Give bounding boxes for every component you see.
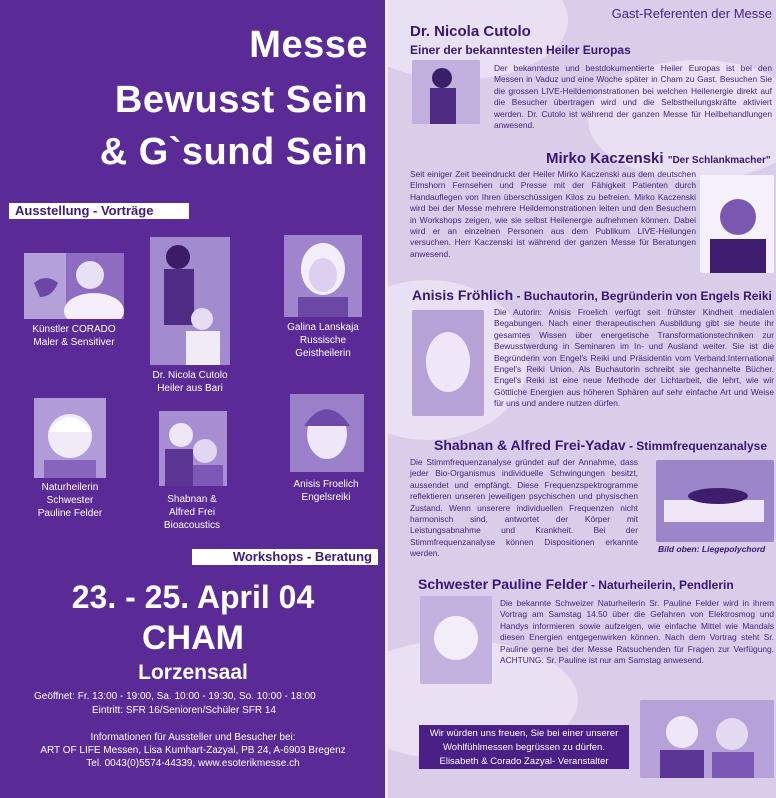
closing-message: [419, 725, 629, 769]
label-froelich: [266, 478, 386, 504]
label-cutolo: [130, 369, 250, 395]
label-line: Alfred Frei: [168, 507, 216, 518]
info-line: ART OF LIFE Messen, Lisa Kumhart-Zazyal, PB 24, A-6903 Bregenz: [40, 745, 346, 756]
guest-text-kaczenski: Seit einiger Zeit beeindruckt der Heiler Mirko Kaczenski aus dem deutschen Elmshorn Fernsehen und Presse mit der Fähigkeit Patienten durch Handauflegen von Ihren überschüssigen Kilos zu befreien. Mirko Kaczenski wird bei der Messe mehrere Heildemonstrationen leiten und den Besuchern in Workshops zeigen, wie sie selbst Heilenergie aufnehmen können. Dabei wird er an einzelnen Personen aus dem Publikum LIVE-Heilungen versuchen. Herr Kaczenski ist während der ganzen Messe für Beratungen anwesend.: [410, 169, 696, 259]
guest-name-frei: [434, 437, 767, 455]
section-header: Gast-Referenten der Messe: [611, 6, 772, 21]
closing-line: Wohlfühlmessen begrüssen zu dürfen.: [443, 742, 605, 753]
photo-lanskaja: [284, 235, 362, 317]
photo-froehlich-small: [412, 310, 484, 416]
guest-name-text: Schwester Pauline Felder: [418, 576, 588, 592]
guest-subtitle-froehlich: - Buchautorin, Begründerin von Engels Reiki: [513, 289, 772, 303]
info-line: Informationen für Aussteller und Besucher bei:: [90, 732, 296, 743]
label-frei: [132, 493, 252, 532]
photo-felder-small: [420, 596, 492, 684]
event-venue: Lorzensaal: [138, 661, 248, 684]
guest-text-frei: Die Stimmfrequenzanalyse gründet auf der Annahme, dass jeder Bio-Organismus individuelle Schwingungen besitzt, aussendet und empfängt. Diese Frequenzspektrogramme reflektieren unseren jeweiligen psychischen und physischen Zustand. Wenn unserere individuellen Frequenzen nicht harmonisch sind, antwortet der Körper mit Leistungsabnahme und Krankheit. Bei der Stimmfrequenzanalyse können Dispositionen erkannte werden.: [410, 457, 638, 559]
label-line: Galina Lanskaja: [287, 322, 359, 333]
title-line-1: Messe: [249, 24, 368, 66]
guest-name-kaczenski: [546, 150, 771, 169]
photo-cutolo-small: [412, 60, 480, 124]
entry-price: Eintritt: SFR 16/Senioren/Schüler SFR 14: [92, 705, 276, 716]
photo-cutolo: [150, 237, 230, 365]
label-line: Shabnan &: [167, 494, 217, 505]
info-line: Tel. 0043(0)5574-44339, www.esoterikmesse.ch: [86, 758, 300, 769]
photo-froelich: [290, 394, 364, 472]
band-workshops: Workshops - Beratung: [192, 549, 378, 565]
guest-name-felder: [418, 576, 734, 594]
photo-corado: [24, 253, 124, 319]
guest-subtitle-frei: - Stimmfrequenzanalyse: [625, 439, 768, 453]
guest-text-cutolo: Der bekannteste und bestdokumentierte Heiler Europas ist bei den Messen in Vaduz und eine Woche später in Cham zu Gast. Besuchen Sie die grossen LIVE-Heildemonstrationen bei welchen Heilenergie direkt auf die Besucher übertragen wird und die Selbstheilungskräfte aktiviert werden. Dr. Cutolo ist während der ganzen Messe für Heilbehandlungen anwesend.: [494, 63, 772, 131]
title-line-3: & G`sund Sein: [99, 131, 368, 173]
label-line: Engelsreiki: [301, 492, 351, 503]
label-line: Geistheilerin: [295, 348, 351, 359]
label-line: Maler & Sensitiver: [33, 337, 115, 348]
label-lanskaja: [263, 321, 383, 360]
photo-frei: [159, 411, 227, 486]
photo-caption: Bild oben: Liegepolychord: [658, 544, 766, 554]
guest-subtitle-cutolo: Einer der bekanntesten Heiler Europas: [410, 43, 631, 57]
event-city: CHAM: [142, 619, 244, 657]
guest-tag-kaczenski: "Der Schlankmacher": [667, 155, 771, 166]
guest-name-text: Anisis Fröhlich: [412, 287, 514, 303]
guest-name-froehlich: [412, 287, 772, 305]
title-line-2: Bewusst Sein: [114, 79, 368, 121]
guest-text-felder: Die bekannte Schweizer Naturheilerin Sr. Pauline Felder wird in ihrem Vortrag am Samstag 14.50 über die Gefahren von Elektrosmog und Handys informieren sowie aufzeigen, wie einfache Mittel wie Mandals diesen Energien entgegenwirken können. Nach dem Vortrag steht Sr. Pauline gerne bei der Messe Ratsuchenden für Fragen zur Verfügung. ACHTUNG: Sr. Pauline ist nur am Samstag anwesend.: [500, 598, 774, 666]
label-line: Anisis Froelich: [293, 479, 359, 490]
label-line: Naturheilerin: [41, 482, 99, 493]
event-date: 23. - 25. April 04: [71, 579, 315, 615]
label-line: Russische: [299, 335, 347, 346]
photo-kaczenski: [700, 175, 774, 273]
photo-liegepolychord: [656, 460, 774, 542]
flyer-back: [388, 0, 776, 798]
opening-hours: Geöffnet: Fr. 13:00 - 19:00, Sa. 10:00 - 19:30, So. 10:00 - 18:00: [34, 691, 316, 702]
flyer-front: [0, 0, 386, 798]
guest-text-froehlich: Die Autorin: Anisis Froelich verfügt seit frühster Kindheit medialen Begabungen. Nach einer therapeutischen Ausbildung gibt sie heute ihr gesamtes Wissen über energetische Transformationstechniken zur Bewusstwerdung in Seminaren im In- und Ausland weiter. Sie ist die Begründerin von Engel's Reiki und Präsidentin vom Verband:International Engel's Reiki Union. Als Buchautorin schreibt sie gechannelte Bücher. Engel's Reiki ist eine neue Methode der Lichtarbeit, die lehrt, wie wir Göttliche Energien aus höheren Sphären auf sehr einfache Art und Weise für uns und andere nutzen dürfen.: [494, 307, 774, 409]
photo-organizers: [640, 700, 774, 778]
label-line: Bioacoustics: [163, 520, 221, 531]
label-corado: [14, 323, 134, 349]
closing-line: Wir würden uns freuen, Sie bei einer unserer: [429, 728, 619, 739]
guest-name-text: Mirko Kaczenski: [546, 150, 664, 167]
label-felder: [10, 481, 130, 520]
label-line: Künstler CORADO: [32, 324, 116, 335]
label-line: Pauline Felder: [37, 508, 103, 519]
guest-name-text: Shabnan & Alfred Frei-Yadav: [434, 437, 626, 453]
guest-name-cutolo: Dr. Nicola Cutolo: [410, 23, 531, 40]
photo-felder: [34, 398, 106, 478]
label-line: Heiler aus Bari: [157, 383, 223, 394]
guest-subtitle-felder: - Naturheilerin, Pendlerin: [587, 578, 734, 592]
closing-line: Elisabeth & Corado Zazyal- Veranstalter: [439, 756, 609, 767]
band-ausstellung: Ausstellung - Vorträge: [9, 203, 189, 219]
label-line: Schwester: [46, 495, 94, 506]
label-line: Dr. Nicola Cutolo: [152, 370, 228, 381]
